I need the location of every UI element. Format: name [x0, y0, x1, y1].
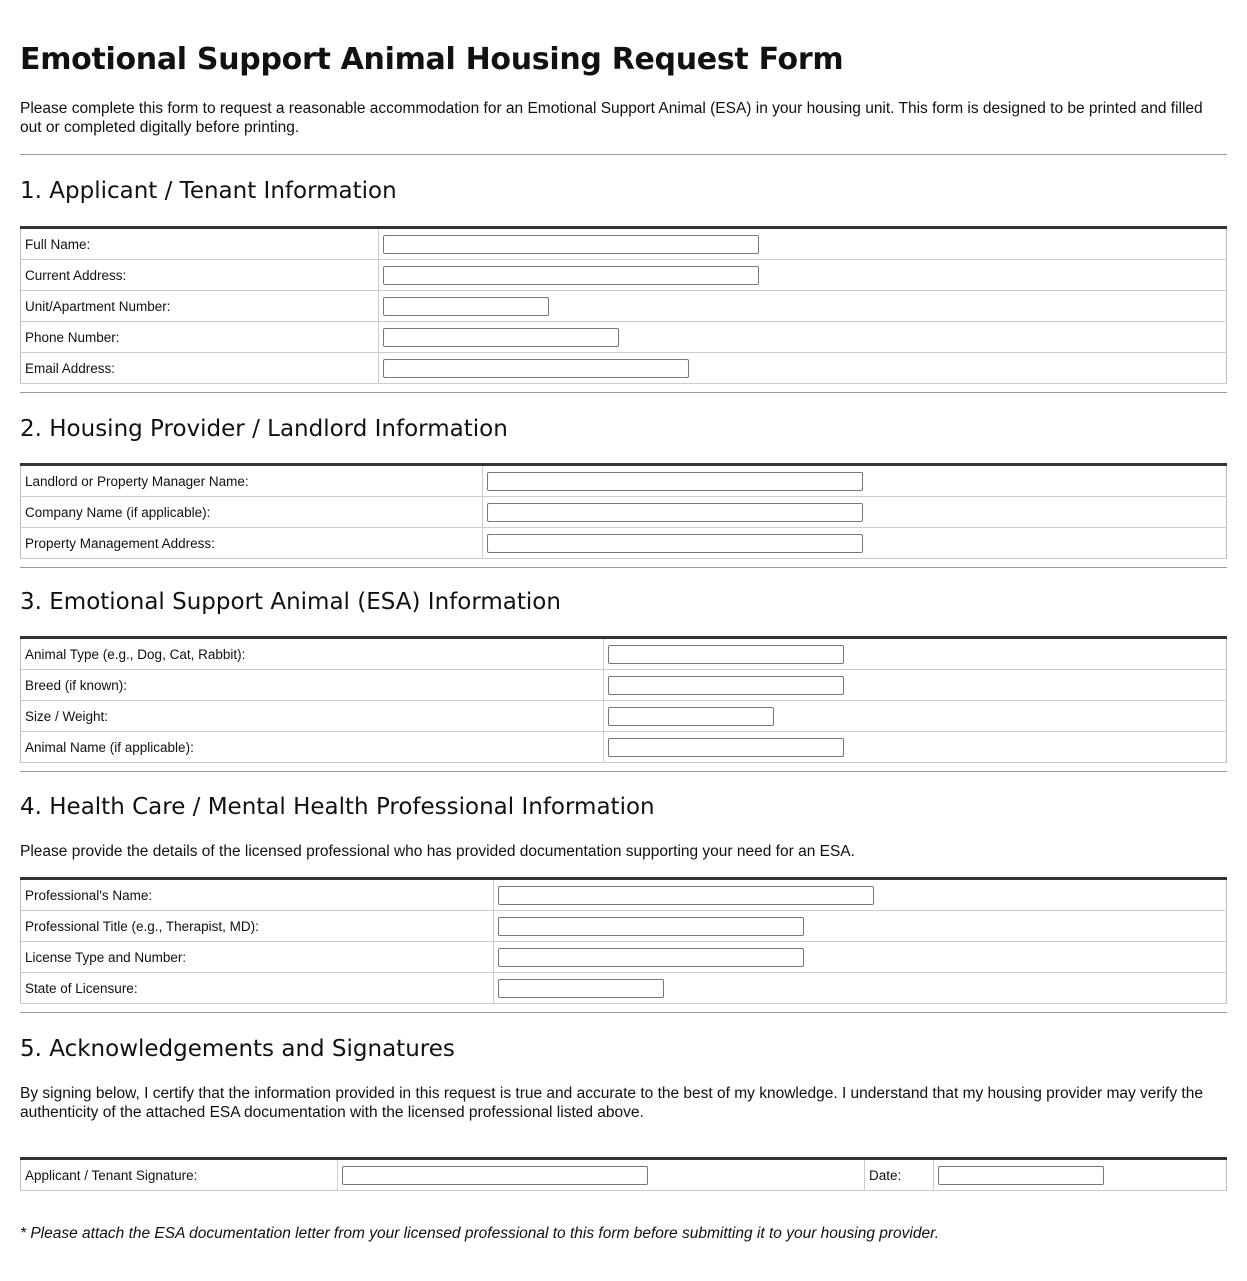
- field-label: Size / Weight:: [21, 701, 604, 732]
- field-label: Animal Name (if applicable):: [21, 732, 604, 763]
- divider: [20, 771, 1227, 772]
- table-row: [21, 879, 1227, 911]
- signature-input[interactable]: [342, 1166, 648, 1185]
- breed-input[interactable]: [608, 676, 844, 695]
- table-row: [21, 353, 1227, 384]
- applicant-info-table: [20, 226, 1227, 384]
- esa-info-table: [20, 636, 1227, 763]
- section-3-heading: 3. Emotional Support Animal (ESA) Information: [20, 589, 561, 615]
- unit-number-input[interactable]: [383, 297, 549, 316]
- signature-table: [20, 1157, 1227, 1191]
- page-title: Emotional Support Animal Housing Request Form: [20, 42, 844, 77]
- field-label: Professional's Name:: [21, 879, 494, 911]
- table-row: [21, 1159, 1227, 1191]
- section-1-heading: 1. Applicant / Tenant Information: [20, 178, 397, 204]
- property-management-address-input[interactable]: [487, 534, 863, 553]
- section-4-note: Please provide the details of the licensed professional who has provided documentation supporting your need for an ESA.: [20, 843, 855, 860]
- table-row: [21, 260, 1227, 291]
- professional-info-table: [20, 877, 1227, 1004]
- table-row: [21, 465, 1227, 497]
- divider: [20, 154, 1227, 155]
- field-label: Company Name (if applicable):: [21, 497, 483, 528]
- table-row: [21, 670, 1227, 701]
- professional-title-input[interactable]: [498, 917, 804, 936]
- section-5-heading: 5. Acknowledgements and Signatures: [20, 1036, 455, 1062]
- section-5-note: By signing below, I certify that the information provided in this request is true and accurate to the best of my knowledge. I understand that my housing provider may verify the authenticity of the attached ESA documentation with the licensed professional listed above.: [20, 1085, 1203, 1121]
- company-name-input[interactable]: [487, 503, 863, 522]
- landlord-info-table: [20, 463, 1227, 559]
- professional-name-input[interactable]: [498, 886, 874, 905]
- field-label: Landlord or Property Manager Name:: [21, 465, 483, 497]
- state-of-licensure-input[interactable]: [498, 979, 664, 998]
- table-row: [21, 701, 1227, 732]
- field-label: Current Address:: [21, 260, 379, 291]
- table-row: [21, 528, 1227, 559]
- table-row: [21, 732, 1227, 763]
- signature-label: Applicant / Tenant Signature:: [21, 1159, 338, 1191]
- section-4-heading: 4. Health Care / Mental Health Professional Information: [20, 794, 655, 820]
- divider: [20, 1012, 1227, 1013]
- landlord-name-input[interactable]: [487, 472, 863, 491]
- table-row: [21, 497, 1227, 528]
- date-input[interactable]: [938, 1166, 1104, 1185]
- table-row: [21, 973, 1227, 1004]
- table-row: [21, 291, 1227, 322]
- table-row: [21, 228, 1227, 260]
- animal-type-input[interactable]: [608, 645, 844, 664]
- current-address-input[interactable]: [383, 266, 759, 285]
- table-row: [21, 942, 1227, 973]
- field-label: Unit/Apartment Number:: [21, 291, 379, 322]
- field-label: Phone Number:: [21, 322, 379, 353]
- table-row: [21, 911, 1227, 942]
- intro-text: Please complete this form to request a reasonable accommodation for an Emotional Support Animal (ESA) in your housing unit. This form is designed to be printed and filled out or completed digitally before printing.: [20, 100, 1203, 136]
- size-weight-input[interactable]: [608, 707, 774, 726]
- phone-number-input[interactable]: [383, 328, 619, 347]
- full-name-input[interactable]: [383, 235, 759, 254]
- footnote: * Please attach the ESA documentation letter from your licensed professional to this form before submitting it to your housing provider.: [20, 1225, 939, 1242]
- animal-name-input[interactable]: [608, 738, 844, 757]
- email-address-input[interactable]: [383, 359, 689, 378]
- section-2-heading: 2. Housing Provider / Landlord Information: [20, 416, 508, 442]
- field-label: Professional Title (e.g., Therapist, MD):: [21, 911, 494, 942]
- date-label: Date:: [865, 1159, 934, 1191]
- license-type-number-input[interactable]: [498, 948, 804, 967]
- field-label: License Type and Number:: [21, 942, 494, 973]
- field-label: Animal Type (e.g., Dog, Cat, Rabbit):: [21, 638, 604, 670]
- field-label: Property Management Address:: [21, 528, 483, 559]
- table-row: [21, 638, 1227, 670]
- field-label: Email Address:: [21, 353, 379, 384]
- divider: [20, 567, 1227, 568]
- field-label: Full Name:: [21, 228, 379, 260]
- divider: [20, 392, 1227, 393]
- field-label: Breed (if known):: [21, 670, 604, 701]
- table-row: [21, 322, 1227, 353]
- field-label: State of Licensure:: [21, 973, 494, 1004]
